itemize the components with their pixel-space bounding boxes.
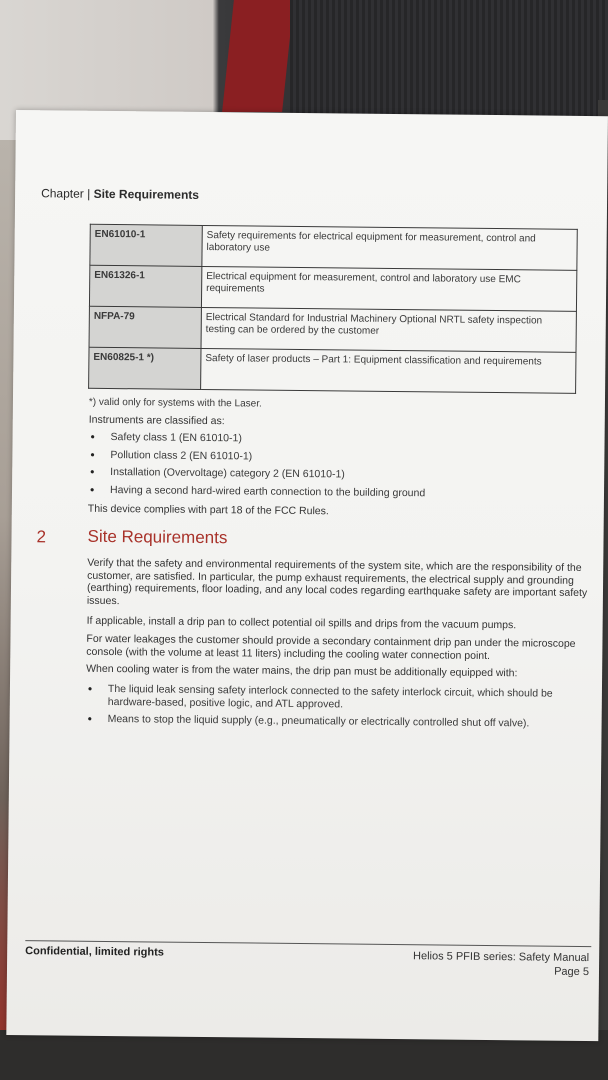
paragraph: When cooling water is from the water mains, the drip pan must be additionally equipped with: — [86, 662, 518, 680]
background-red-panel — [222, 0, 294, 112]
fcc-statement: This device complies with part 18 of the FCC Rules. — [87, 502, 329, 518]
paragraph: For water leakages the customer should provide a secondary containment drip pan under the microscope console (with the volume at least 11 liters) including the cooling water connection point. — [86, 632, 576, 662]
standard-code: EN61010-1 — [90, 224, 202, 266]
list-item: • Means to stop the liquid supply (e.g., pneumatically or electrically controlled shut off valve). — [86, 713, 591, 731]
section-title: Site Requirements — [87, 526, 228, 548]
classification-list — [88, 431, 579, 506]
table-row — [89, 265, 576, 311]
footer-manual-info — [413, 949, 589, 979]
paragraph: If applicable, install a drip pan to collect potential oil spills and drips from the vacuum pumps. — [86, 614, 517, 632]
chapter-header — [41, 186, 199, 202]
manual-title: Helios 5 PFIB series: Safety Manual — [413, 950, 590, 965]
list-item: • Pollution class 2 (EN 61010-1) — [88, 448, 578, 466]
table-footnote: *) valid only for systems with the Laser. — [88, 396, 262, 410]
chapter-title: Site Requirements — [93, 186, 200, 202]
standard-desc: Electrical Standard for Industrial Machinery Optional NRTL safety inspection testing can be ordered by the customer — [201, 307, 576, 352]
paragraph: Verify that the safety and environmental requirements of the system site, which are the responsibility of the customer, are satisfied. In particular, the pump exhaust requirements, the electrical supply and grounding (earthing) requirements, floor loading, and any local codes regarding earthquake safety are important safety issues. — [86, 556, 588, 607]
standard-desc: Electrical equipment for measurement, control and laboratory use EMC requirements — [201, 266, 576, 311]
standard-code: EN61326-1 — [89, 265, 201, 307]
water-requirements-list — [86, 683, 591, 736]
standard-desc: Safety requirements for electrical equipment for measurement, control and laboratory use — [202, 225, 577, 270]
list-item: • Safety class 1 (EN 61010-1) — [89, 431, 579, 449]
footer-confidential: Confidential, limited rights — [25, 945, 164, 959]
list-item: • Installation (Overvoltage) category 2 (EN 61010-1) — [88, 466, 578, 484]
standard-code: EN60825-1 *) — [89, 347, 201, 389]
section-number: 2 — [36, 527, 47, 547]
chapter-label: Chapter | — [41, 186, 91, 201]
list-item: • The liquid leak sensing safety interlock connected to the safety interlock circuit, which should be hardware-based, positive logic, and ATL approved. — [86, 683, 591, 713]
document-page — [6, 110, 608, 1041]
standard-desc: Safety of laser products – Part 1: Equipment classification and requirements — [201, 348, 576, 393]
background-dark-panel — [290, 0, 608, 120]
table-row — [89, 306, 576, 352]
standard-code: NFPA-79 — [89, 306, 201, 348]
classified-intro: Instruments are classified as: — [88, 413, 225, 428]
page-number: Page 5 — [554, 965, 590, 979]
list-item: • Having a second hard-wired earth connection to the building ground — [88, 483, 578, 501]
table-row — [89, 347, 576, 393]
standards-table — [88, 224, 578, 394]
table-row — [90, 224, 577, 270]
